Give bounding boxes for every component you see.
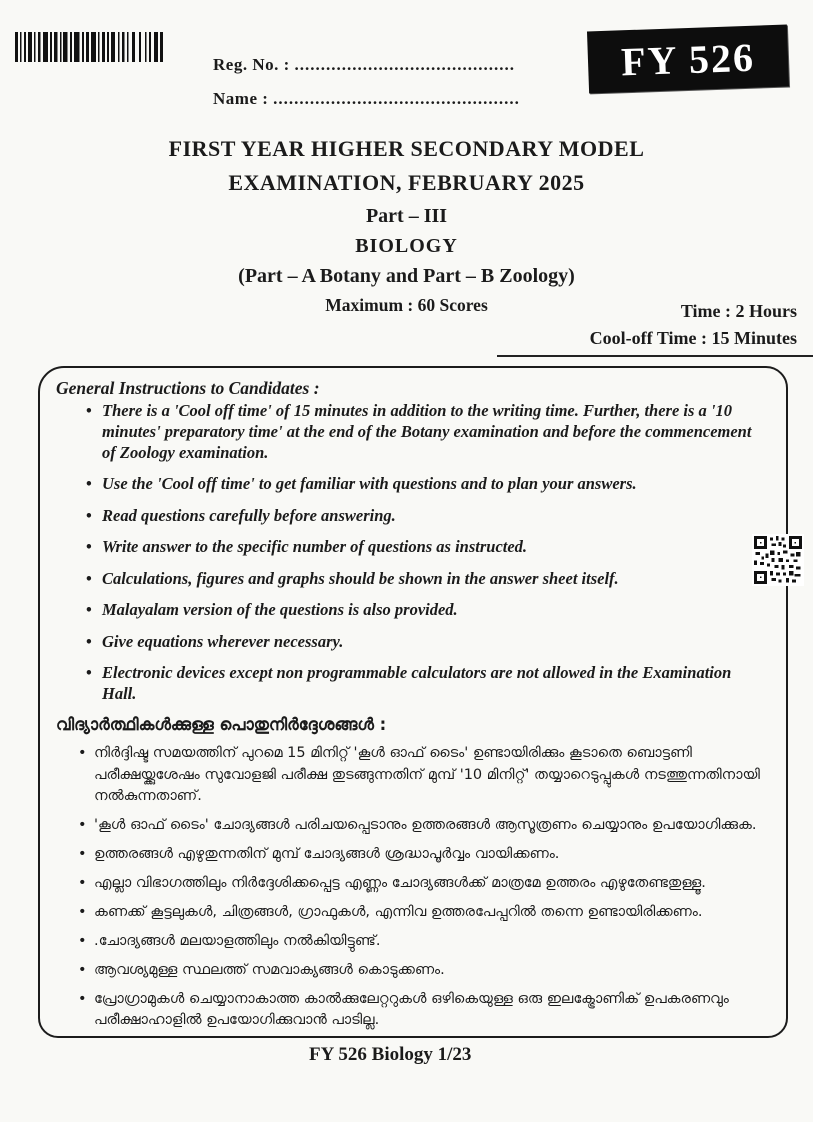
instructions-list-en (54, 401, 772, 705)
instruction-en-item: • Malayalam version of the questions is also provided. (54, 600, 772, 621)
instruction-ml-item: • പ്രോഗ്രാമുകൾ ചെയ്യാനാകാത്ത കാൽക്കുലേറ്ററുകൾ ഒഴികെയുള്ള ഒരു ഇലക്ട്രോണിക് ഉപകരണവും പരീക്ഷാഹാളിൽ ഉപയോഗിക്കുവാൻ പാടില്ല. (54, 989, 772, 1031)
reg-no-label: Reg. No. : (213, 55, 290, 74)
subject-parts: (Part – A Botany and Part – B Zoology) (238, 265, 575, 287)
part-label: Part – III (365, 205, 448, 227)
instructions-heading-en: General Instructions to Candidates : (56, 378, 320, 398)
instructions-list-ml (54, 743, 772, 1030)
instructions-box (38, 366, 788, 1038)
max-scores: Maximum : 60 Scores (325, 295, 488, 315)
instruction-en-item: • Write answer to the specific number of questions as instructed. (54, 537, 772, 558)
instruction-ml-item: • ആവശ്യമുള്ള സ്ഥലത്ത് സമവാക്യങ്ങൾ കൊടുക്കണം. (54, 960, 772, 981)
paper-code-box (587, 25, 789, 94)
reg-no-blank: .......................................... (294, 55, 516, 74)
instruction-en-item: • Give equations wherever necessary. (54, 632, 772, 653)
qr-code-icon (752, 534, 804, 586)
timing-block (590, 301, 797, 349)
name-line (213, 89, 520, 109)
title-block (0, 136, 813, 316)
instruction-ml-item: • 'കൂൾ ഓഫ് ടൈം' ചോദ്യങ്ങൾ പരിചയപ്പെടാനും ഉത്തരങ്ങൾ ആസൂത്രണം ചെയ്യാനും ഉപയോഗിക്കുക. (54, 815, 772, 836)
exam-title-line2: EXAMINATION, FEBRUARY 2025 (228, 170, 585, 195)
instruction-en-item: • Read questions carefully before answering. (54, 506, 772, 527)
barcode-icon (15, 32, 163, 62)
cool-off-time: Cool-off Time : 15 Minutes (589, 328, 797, 348)
instruction-en-item: • Use the 'Cool off time' to get familiar with questions and to plan your answers. (54, 474, 772, 495)
cool-off-underline (497, 355, 813, 357)
instruction-en-item: • Electronic devices except non programmable calculators are not allowed in the Examination Hall. (54, 663, 772, 705)
paper-code: FY 526 (620, 34, 756, 84)
instruction-ml-item: • നിർദ്ദിഷ്ട സമയത്തിന് പുറമെ 15 മിനിറ്റ് 'കൂൾ ഓഫ് ടൈം' ഉണ്ടായിരിക്കും കൂടാതെ ബൊട്ടണി പരീക്ഷയ്ക്കുശേഷം സുവോളജി പരീക്ഷ തുടങ്ങുന്നതിന് മുമ്പ് '10 മിനിറ്റ്' തയ്യാറെടുപ്പുകൾ നടത്തുന്നതിനായി നൽകുന്നതാണ്. (54, 743, 772, 806)
instruction-en-item: • There is a 'Cool off time' of 15 minutes in addition to the writing time. Further, there is a '10 minutes' preparatory time' at the end of the Botany examination and before the commencement of Zoology examination. (54, 401, 772, 464)
instruction-ml-item: • എല്ലാ വിഭാഗത്തിലും നിർദ്ദേശിക്കപ്പെട്ട എണ്ണം ചോദ്യങ്ങൾക്ക് മാത്രമേ ഉത്തരം എഴുതേണ്ടതുള്ളൂ. (54, 873, 772, 894)
subject-name: BIOLOGY (355, 235, 458, 257)
instruction-ml-item: • കണക്ക് കൂട്ടലുകൾ, ചിത്രങ്ങൾ, ഗ്രാഫുകൾ, എന്നിവ ഉത്തരപേപ്പറിൽ തന്നെ ഉണ്ടായിരിക്കണം. (54, 902, 772, 923)
instruction-en-item: • Calculations, figures and graphs should be shown in the answer sheet itself. (54, 569, 772, 590)
name-blank: ............................................... (273, 89, 520, 108)
page-footer: FY 526 Biology 1/23 (309, 1044, 472, 1065)
reg-no-line (213, 55, 520, 75)
exam-title-line1: FIRST YEAR HIGHER SECONDARY MODEL (168, 136, 645, 161)
instruction-ml-item: • .ചോദ്യങ്ങൾ മലയാളത്തിലും നൽകിയിട്ടുണ്ട്. (54, 931, 772, 952)
instruction-ml-item: • ഉത്തരങ്ങൾ എഴുതുന്നതിന് മുമ്പ് ചോദ്യങ്ങൾ ശ്രദ്ധാപൂർവ്വം വായിക്കണം. (54, 844, 772, 865)
name-label: Name : (213, 89, 269, 108)
candidate-id-block (213, 55, 520, 123)
time-allowed: Time : 2 Hours (680, 301, 797, 321)
instructions-heading-ml: വിദ്യാർത്ഥികൾക്കുള്ള പൊതുനിർദ്ദേശങ്ങൾ : (56, 715, 387, 735)
